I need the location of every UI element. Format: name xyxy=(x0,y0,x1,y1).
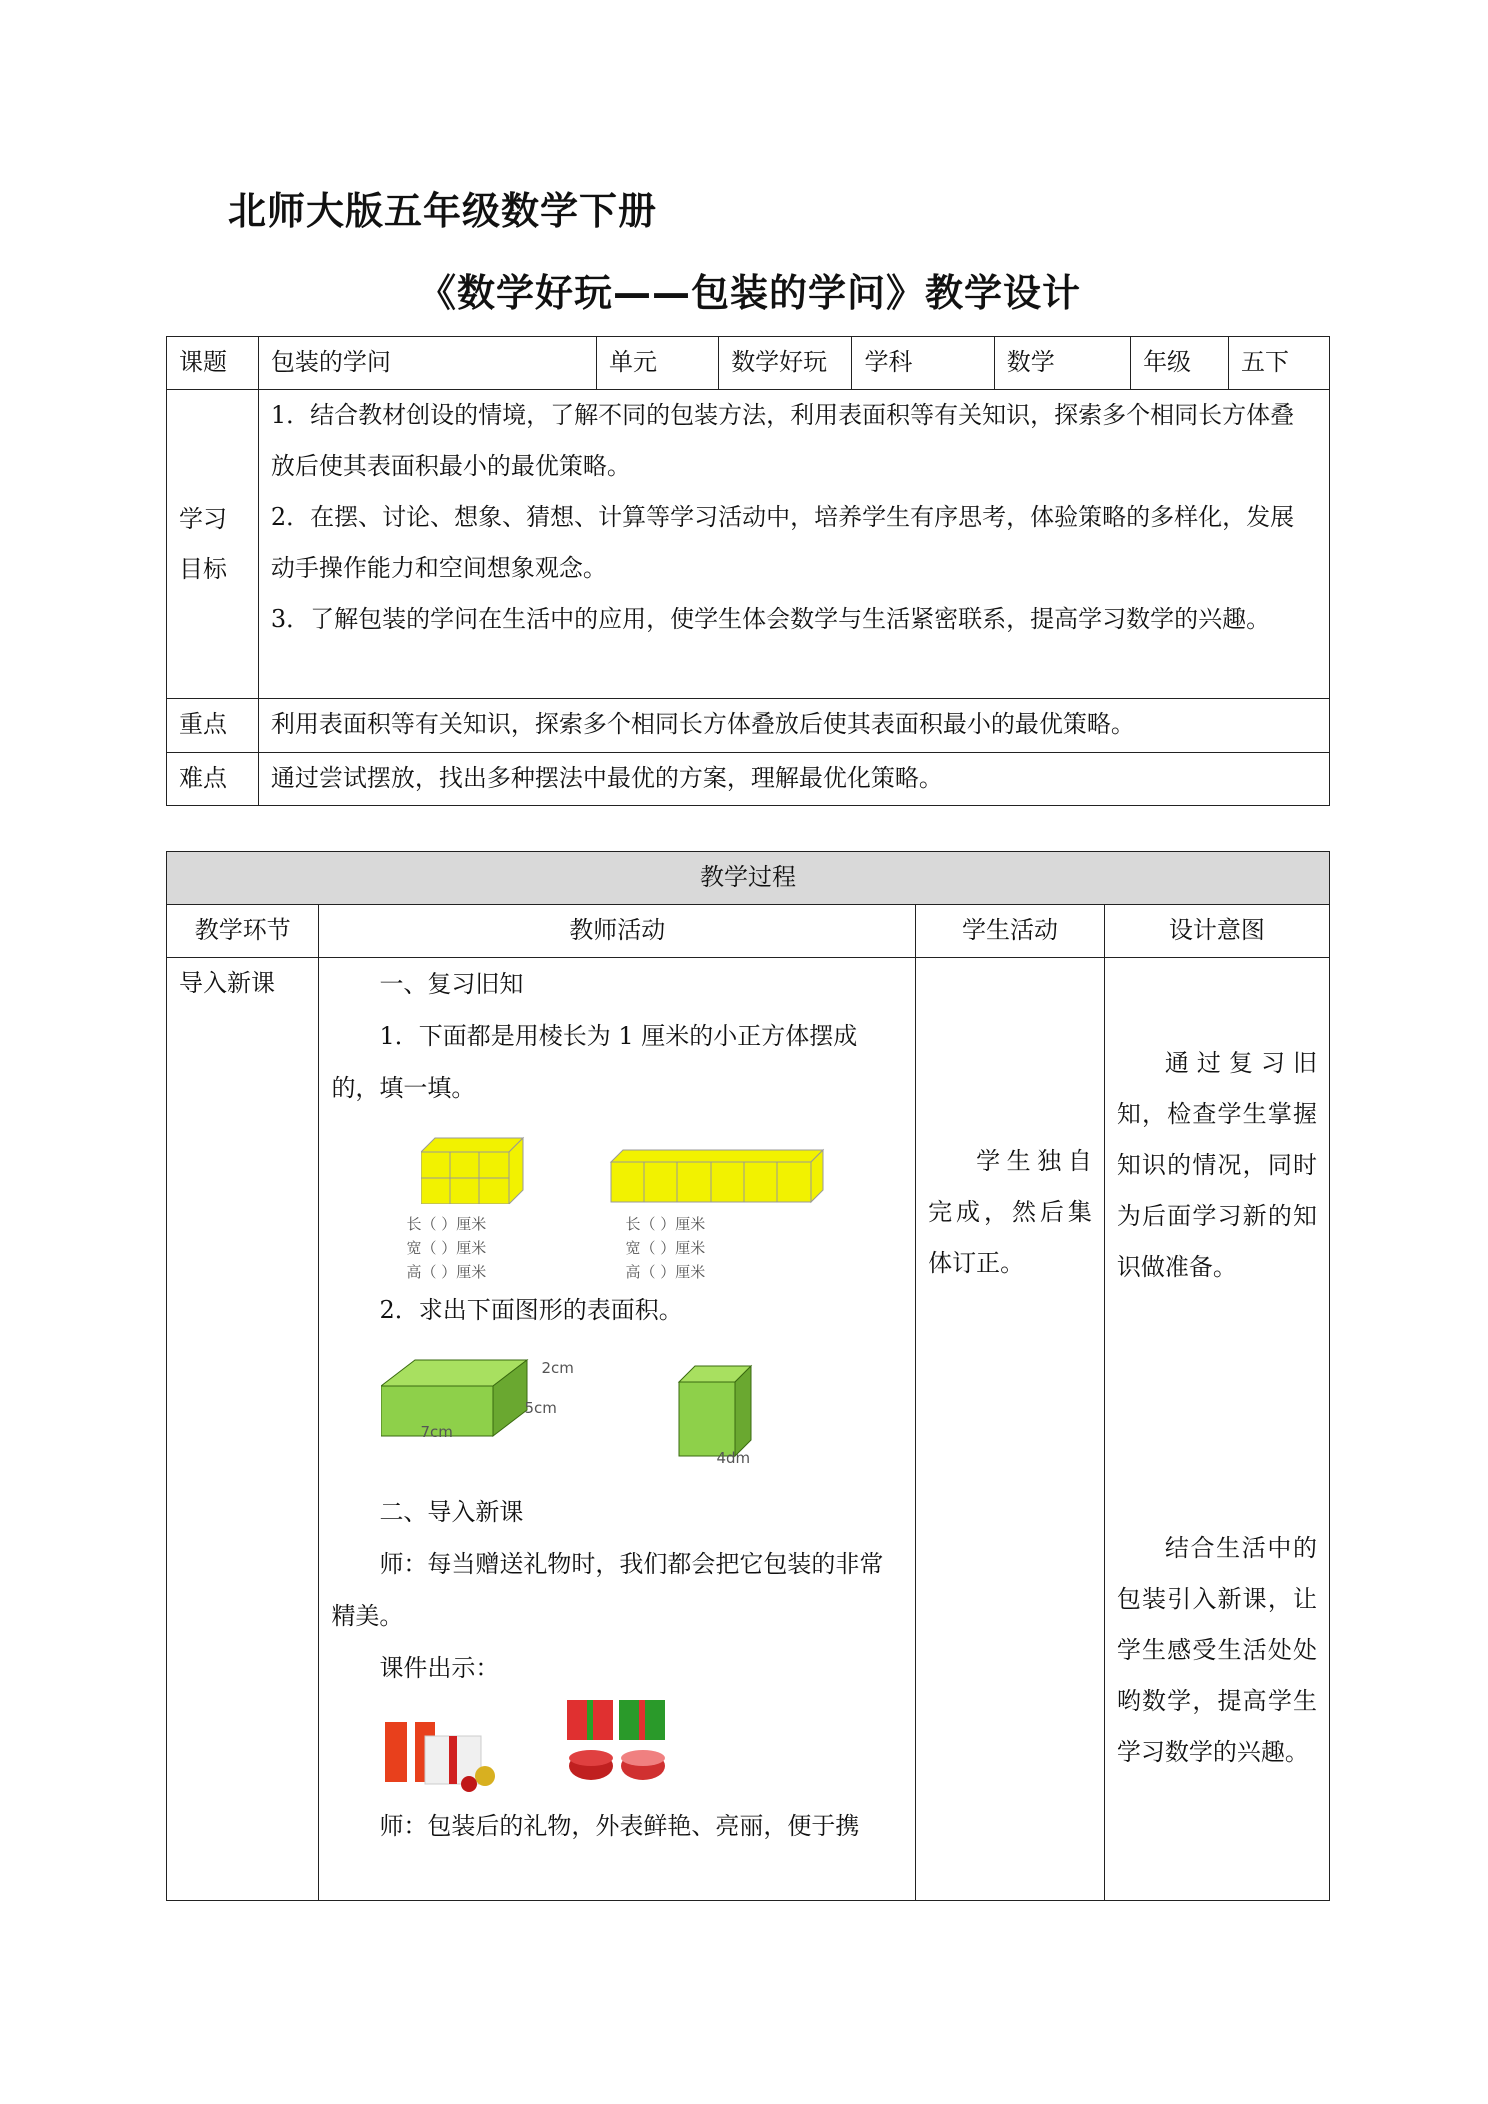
difficulty-value: 通过尝试摆放，找出多种摆法中最优的方案，理解最优化策略。 xyxy=(258,753,1329,806)
info-table xyxy=(166,336,1330,806)
cube-figures xyxy=(331,1114,903,1284)
fill-labels-right: 长（ ）厘米 宽（ ）厘米 高（ ）厘米 xyxy=(625,1215,706,1281)
difficulty-label: 难点 xyxy=(167,753,259,806)
stage-cell: 导入新课 xyxy=(167,958,319,1901)
gift-images xyxy=(331,1694,903,1800)
goal-item: 3．了解包装的学问在生活中的应用，使学生体会数学与生活紧密联系，提高学习数学的兴趣。 xyxy=(270,605,1271,633)
intent-1: 通过复习旧知，检查学生掌握知识的情况，同时为后面学习新的知识做准备。 xyxy=(1116,1049,1317,1281)
student-activity xyxy=(916,958,1105,1901)
design-intent xyxy=(1104,958,1329,1901)
col-student: 学生活动 xyxy=(916,905,1105,958)
teacher-activity xyxy=(319,958,916,1901)
col-stage: 教学环节 xyxy=(167,905,319,958)
topic-label: 课题 xyxy=(167,337,259,390)
intro-text-1: 师：每当赠送礼物时，我们都会把它包装的非常精美。 xyxy=(331,1550,884,1630)
cube-stack-image xyxy=(421,1134,841,1204)
goals-content xyxy=(258,390,1329,699)
key-label: 重点 xyxy=(167,699,259,753)
intro-text-3: 师：包装后的礼物，外表鲜艳、亮丽，便于携 xyxy=(379,1812,860,1840)
question-1: 1．下面都是用棱长为 1 厘米的小正方体摆成的，填一填。 xyxy=(331,1022,858,1102)
grade-value: 五下 xyxy=(1228,337,1329,390)
intent-2: 结合生活中的包装引入新课，让学生感受生活处处哟数学，提高学生学习数学的兴趣。 xyxy=(1116,1534,1317,1766)
unit-label: 单元 xyxy=(597,337,719,390)
goals-label: 学习 目标 xyxy=(167,390,259,699)
label-width: 5cm xyxy=(524,1399,557,1417)
col-teacher: 教师活动 xyxy=(319,905,916,958)
goal-item: 1．结合教材创设的情境，了解不同的包装方法，利用表面积等有关知识，探索多个相同长方体叠放后使其表面积最小的最优策略。 xyxy=(270,401,1295,480)
goal-item: 2．在摆、讨论、想象、猜想、计算等学习活动中，培养学生有序思考，体验策略的多样化，发展动手操作能力和空间想象观念。 xyxy=(270,503,1295,582)
label-height: 2cm xyxy=(541,1359,574,1377)
doc-title-line1: 北师大版五年级数学下册 xyxy=(228,189,658,233)
intro-heading: 二、导入新课 xyxy=(379,1498,524,1526)
review-heading: 一、复习旧知 xyxy=(379,970,524,998)
subject-label: 学科 xyxy=(852,337,994,390)
col-intent: 设计意图 xyxy=(1104,905,1329,958)
question-2: 2．求出下面图形的表面积。 xyxy=(379,1296,683,1324)
key-value: 利用表面积等有关知识，探索多个相同长方体叠放后使其表面积最小的最优策略。 xyxy=(258,699,1329,753)
subject-value: 数学 xyxy=(994,337,1130,390)
student-activity-text: 学生独自完成，然后集体订正。 xyxy=(928,1147,1092,1277)
doc-title-line2: 《数学好玩——包装的学问》教学设计 xyxy=(418,271,1082,315)
process-table xyxy=(166,851,1330,1901)
process-header: 教学过程 xyxy=(167,852,1330,905)
unit-value: 数学好玩 xyxy=(719,337,852,390)
label-cube: 4dm xyxy=(716,1449,751,1467)
grade-label: 年级 xyxy=(1131,337,1229,390)
box-figures xyxy=(331,1336,903,1486)
topic-value: 包装的学问 xyxy=(258,337,596,390)
label-length: 7cm xyxy=(420,1423,453,1441)
intro-text-2: 课件出示： xyxy=(379,1654,500,1682)
gift-box-image xyxy=(381,1696,721,1796)
fill-labels-left: 长（ ）厘米 宽（ ）厘米 高（ ）厘米 xyxy=(406,1215,487,1281)
